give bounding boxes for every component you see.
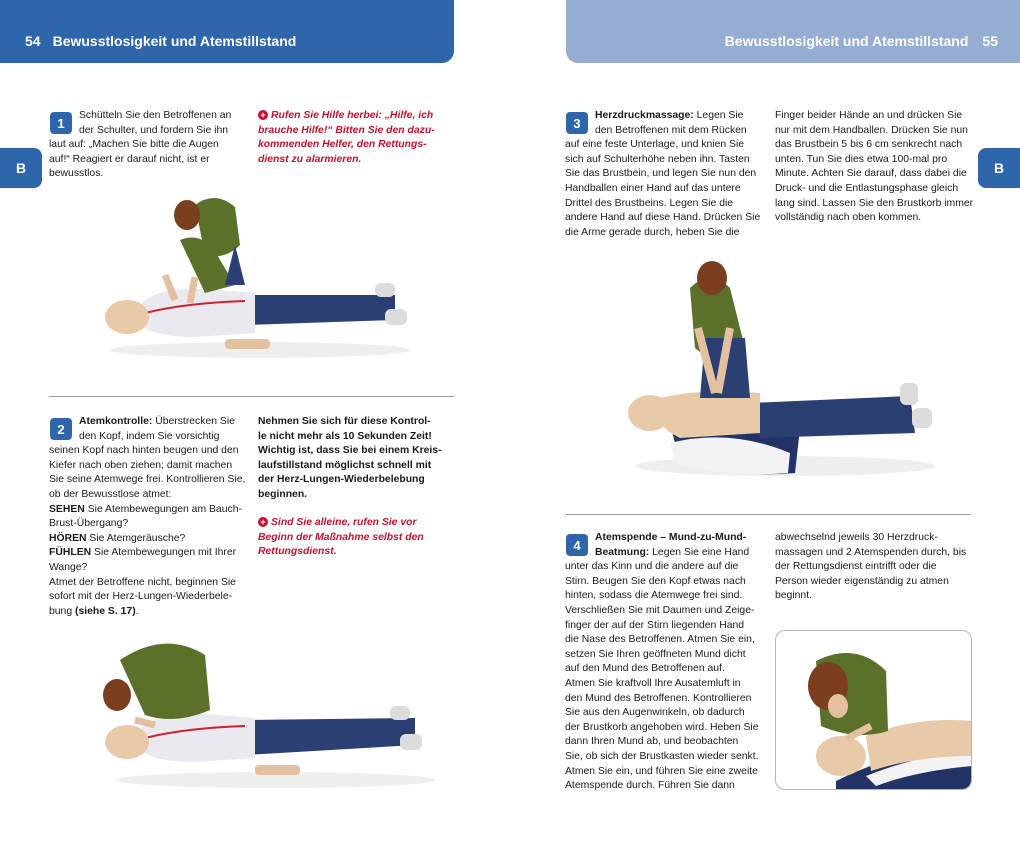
- page-number: 54: [25, 32, 41, 49]
- text-line: Atmen Sie kraftvoll Ihre Ausatemluft in: [565, 677, 741, 689]
- text-line: laufstillstand möglichst schnell mit: [258, 459, 432, 471]
- text-line: setzen Sie Ihren geöffneten Mund dicht: [565, 648, 746, 660]
- text-line: Beginn der Maßnahme selbst den: [258, 531, 424, 543]
- step-1-warning: [258, 109, 435, 167]
- text-line: hinten, sodass die Atemwege frei sind.: [565, 590, 743, 602]
- step-3-text: [565, 109, 760, 240]
- text-line: brauche Hilfe!“ Bitten Sie den dazu-: [258, 124, 435, 136]
- text-line: Verschließen Sie mit Daumen und Zeige-: [565, 604, 755, 616]
- text-line: kommenden Helfer, den Rettungs-: [258, 139, 427, 151]
- text-line: Atemspende durch. Führen Sie dann: [565, 780, 735, 792]
- text-line: Finger beider Hände an und drücken Sie: [775, 110, 963, 121]
- text-line: unten. Tun Sie dies etwa 100-mal pro: [775, 153, 948, 165]
- right-page-header: [566, 0, 1020, 63]
- text-line: den Kopf, indem Sie vorsichtig: [79, 430, 220, 442]
- text-line: Sie Atembewegungen mit Ihrer: [94, 547, 237, 559]
- chapter-title: Bewusstlosigkeit und Atemstillstand: [52, 32, 297, 49]
- left-page-header: [0, 0, 454, 63]
- text-line: .: [135, 605, 139, 617]
- text-line: bewusstlos.: [49, 168, 104, 180]
- text-line: auf eine feste Unterlage, und knien Sie: [565, 139, 745, 151]
- text-line: seinen Kopf nach hinten beugen und den: [49, 445, 239, 457]
- text-line: die Nase des Betroffenen. Atmen Sie ein,: [565, 634, 755, 646]
- text-line: sofort mit der Herz-Lungen-Wiederbele-: [49, 591, 233, 603]
- text-line: Atmen Sie ein, und führen Sie eine zweite: [565, 765, 758, 777]
- plus-circle-icon: +: [258, 517, 268, 527]
- photo-rescue-breathing-frame: [775, 630, 972, 790]
- text-lead: Atemkontrolle:: [79, 416, 153, 427]
- step-2-badge: 2: [50, 418, 72, 440]
- text-line: Sie Atemgeräusche?: [89, 532, 186, 544]
- text-line: abwechselnd jeweils 30 Herzdruck-: [775, 532, 938, 543]
- text-line: bung: [49, 605, 73, 617]
- text-line: Stirn. Beugen Sie den Kopf etwas nach: [565, 575, 746, 587]
- text-line: auf den Mund des Betroffenen auf.: [565, 663, 725, 675]
- text-line: der Herz-Lungen-Wiederbelebung: [258, 474, 425, 486]
- text-line: Sie das Brustbein, und legen Sie nun den: [565, 168, 757, 180]
- text-line: vollständig nach oben kommen.: [775, 212, 922, 224]
- step-2-warning: [258, 516, 424, 560]
- text-line: Legen Sie eine Hand: [652, 546, 750, 558]
- text-line: Überstrecken Sie: [155, 416, 235, 427]
- text-line: Wichtig ist, dass Sie bei einem Kreis-: [258, 445, 442, 457]
- text-lead: SEHEN: [49, 503, 85, 515]
- text-line: Atmet der Betroffene nicht, beginnen Sie: [49, 576, 236, 588]
- step-4-text-col2: [775, 531, 966, 604]
- text-line: der Rettungsdienst eintrifft oder die: [775, 561, 937, 573]
- text-line: Druck- und die Entlastungsphase gleich: [775, 182, 959, 194]
- text-line: Rufen Sie Hilfe herbei: „Hilfe, ich: [271, 110, 434, 121]
- text-line: Handballen einer Hand auf das untere: [565, 182, 741, 194]
- text-line: sich auf Schulterhöhe neben ihn. Tasten: [565, 153, 750, 165]
- text-lead: Herzdruckmassage:: [595, 110, 694, 121]
- chapter-title: Bewusstlosigkeit und Atemstillstand: [724, 32, 969, 49]
- text-line: laut auf: „Machen Sie bitte die Augen: [49, 139, 219, 151]
- photo-shoulder-shake: [95, 185, 425, 370]
- step-2-note: [258, 415, 442, 503]
- text-line: Kiefer nach oben ziehen; damit machen: [49, 459, 233, 471]
- text-line: Sind Sie alleine, rufen Sie vor: [271, 517, 417, 528]
- text-lead: Atemspende – Mund-zu-Mund-: [595, 532, 747, 543]
- text-line: Drittel des Brustbeins. Legen Sie die: [565, 197, 734, 209]
- text-line: Sie Atembewegungen am Bauch-: [87, 503, 242, 515]
- text-line: der Schulter, und fordern Sie ihn: [79, 124, 229, 136]
- text-line: Brust-Übergang?: [49, 518, 129, 530]
- text-line: Minute. Achten Sie darauf, dass dabei die: [775, 168, 967, 180]
- page-number: 55: [982, 32, 998, 49]
- text-line: beginnt.: [775, 590, 812, 602]
- section-tab[interactable]: B: [0, 148, 42, 188]
- text-line: Sie seine Atemwege frei. Kontrollieren Sie,: [49, 474, 246, 486]
- text-line: ob der Bewusstlose atmet:: [49, 488, 172, 500]
- text-line: Wange?: [49, 561, 88, 573]
- text-line: Schütteln Sie den Betroffenen an: [79, 110, 232, 121]
- step-4-text: [565, 531, 759, 794]
- text-line: lang sind. Lassen Sie den Brustkorb immer: [775, 197, 974, 209]
- text-line: finger der auf der Stirn liegenden Hand: [565, 619, 745, 631]
- photo-rescue-breathing: [776, 631, 972, 790]
- photo-breathing-check: [95, 630, 440, 800]
- divider: [49, 396, 454, 397]
- text-line: dienst zu alarmieren.: [258, 153, 362, 165]
- step-3-text-col2: [775, 109, 973, 226]
- text-lead: HÖREN: [49, 532, 87, 544]
- text-line: Sie, ob sich der Brustkasten wieder senkt.: [565, 750, 759, 762]
- text-line: auf!“ Reagiert er darauf nicht, ist er: [49, 153, 210, 165]
- text-lead: Beatmung:: [595, 546, 650, 558]
- divider: [566, 514, 971, 515]
- text-line: den Mund des Betroffenen. Kontrollieren: [565, 692, 752, 704]
- step-1-badge: 1: [50, 112, 72, 134]
- text-line: massagen und 2 Atemspenden durch, bis: [775, 546, 967, 558]
- plus-circle-icon: +: [258, 110, 268, 120]
- text-line: die Arme gerade durch, heben Sie die: [565, 226, 740, 238]
- text-line: nur mit dem Handballen. Drücken Sie nun: [775, 124, 968, 136]
- text-line: Legen Sie: [696, 110, 744, 121]
- text-line: dann Ihren Mund ab, und beobachten: [565, 736, 739, 748]
- text-line: Nehmen Sie sich für diese Kontrol-: [258, 416, 431, 427]
- page-reference[interactable]: (siehe S. 17): [75, 605, 136, 617]
- text-line: den Betroffenen mit dem Rücken: [595, 124, 747, 136]
- text-line: das Brustbein 5 bis 6 cm senkrecht nach: [775, 139, 963, 151]
- text-lead: FÜHLEN: [49, 547, 92, 559]
- photo-chest-compression: [620, 258, 940, 486]
- text-line: Rettungsdienst.: [258, 546, 337, 558]
- text-line: le nicht mehr als 10 Sekunden Zeit!: [258, 430, 432, 442]
- text-line: andere Hand auf diese Hand. Drücken Sie: [565, 212, 761, 224]
- step-1-text: [49, 109, 231, 182]
- text-line: Sie aus den Augenwinkeln, ob dadurch: [565, 707, 745, 719]
- step-3-badge: 3: [566, 112, 588, 134]
- text-line: unter das Kinn und die andere auf die: [565, 561, 739, 573]
- text-line: Person wieder eigenständig zu atmen: [775, 575, 949, 587]
- step-2-text: [49, 415, 245, 619]
- section-tab[interactable]: B: [978, 148, 1020, 188]
- text-line: beginnen.: [258, 488, 308, 500]
- step-4-badge: 4: [566, 534, 588, 556]
- text-line: der Brustkorb angehoben wird. Heben Sie: [565, 721, 759, 733]
